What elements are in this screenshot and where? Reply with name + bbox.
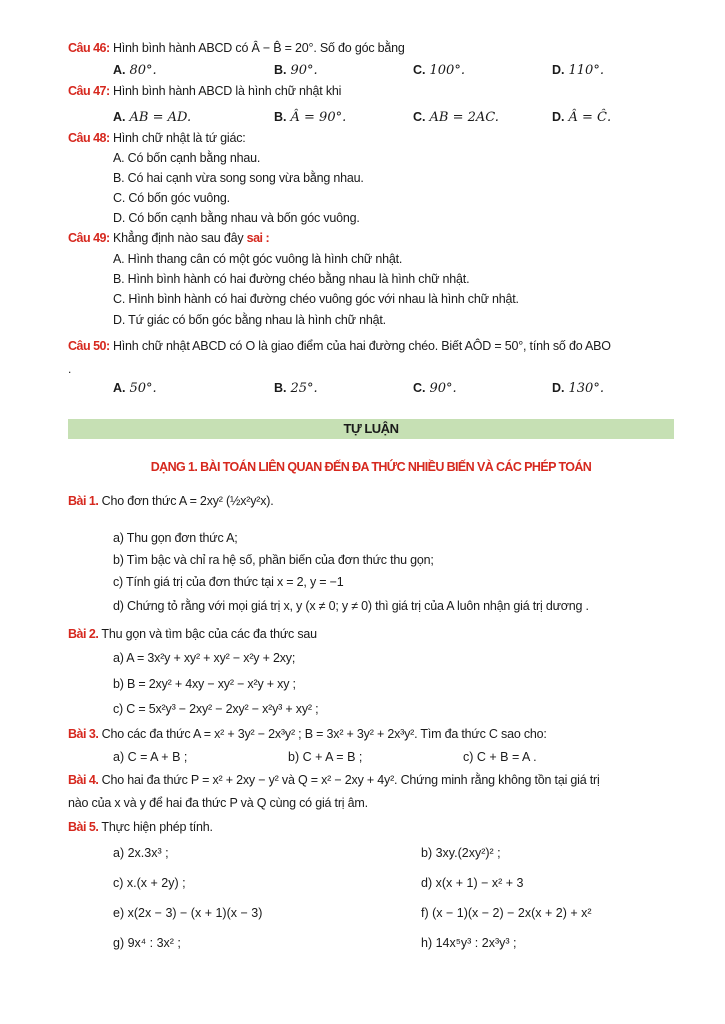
bai-3-item-a: a) C = A + B ; [113,750,188,764]
bai-text: Thu gọn và tìm bậc của các đa thức sau [101,627,317,641]
option-d: D. 110°. [552,63,604,78]
question-text: Hình chữ nhật là tứ giác: [112,131,246,145]
bai-5-item-d: d) x(x + 1) − x² + 3 [421,876,524,890]
dang-heading: DẠNG 1. BÀI TOÁN LIÊN QUAN ĐẾN ĐA THỨC NHIỀU BIẾN VÀ CÁC PHÉP TOÁN [150,460,592,474]
question-label: Câu 46: [68,41,110,55]
question-label: Câu 50: [68,339,110,353]
bai-2-item-c: c) C = 5x²y³ − 2xy² − 2xy² − x²y³ + xy² ; [113,702,319,716]
bai-1-item-a: a) Thu gọn đơn thức A; [113,531,238,545]
option-c: C. 100°. [413,63,465,78]
bai-label: Bài 2. [68,627,99,641]
question-text: Hình bình hành ABCD có Â − B̂ = 20°. Số đo góc bằng [112,41,405,55]
option-d: D. 130°. [552,381,604,396]
option-b: B. Có hai cạnh vừa song song vừa bằng nhau. [113,171,364,185]
option-c: C. Hình bình hành có hai đường chéo vuông góc với nhau là hình chữ nhật. [113,292,519,306]
option-b: B. 25°. [274,381,318,396]
option-d: D. Â = Ĉ. [552,110,612,125]
option-d: D. Có bốn cạnh bằng nhau và bốn góc vuông. [113,211,360,225]
bai-text: Cho các đa thức A = x² + 3y² − 2x³y² ; B = 3x² + 3y² + 2x³y². Tìm đa thức C sao cho: [101,727,547,741]
question-50 [68,339,611,353]
bai-label: Bài 1. [68,494,99,508]
bai-label: Bài 3. [68,727,99,741]
option-b: B. 90°. [274,63,318,78]
option-a: A. 50°. [113,381,157,396]
bai-label: Bài 5. [68,820,99,834]
section-title: TỰ LUẬN [343,421,399,436]
bai-5-item-e: e) x(2x − 3) − (x + 1)(x − 3) [113,906,263,920]
bai-3-item-c: c) C + B = A . [463,750,537,764]
bai-2-item-a: a) A = 3x²y + xy² + xy² − x²y + 2xy; [113,651,296,665]
option-b: B. Â = 90°. [274,110,347,125]
bai-label: Bài 4. [68,773,99,787]
option-a: A. 80°. [113,63,157,78]
option-d: D. Tứ giác có bốn góc bằng nhau là hình chữ nhật. [113,313,386,327]
option-c: C. AB = 2AC. [413,110,499,125]
bai-5-item-a: a) 2x.3x³ ; [113,846,169,860]
option-a: A. Có bốn cạnh bằng nhau. [113,151,261,165]
question-47 [68,84,341,98]
bai-5-item-g: g) 9x⁴ : 3x² ; [113,936,181,950]
bai-5-item-c: c) x.(x + 2y) ; [113,876,186,890]
bai-1-item-b: b) Tìm bậc và chỉ ra hệ số, phần biến của đơn thức thu gọn; [113,553,434,567]
bai-text: Cho đơn thức A = 2xy² (½x²y²x). [101,494,274,508]
question-text: Khẳng định nào sau đây [112,231,244,245]
bai-5-item-f: f) (x − 1)(x − 2) − 2x(x + 2) + x² [421,906,592,920]
bai-3 [68,727,547,741]
bai-1 [68,494,274,508]
bai-text: Cho hai đa thức P = x² + 2xy − y² và Q = x² − 2xy + 4y². Chứng minh rằng không tồn tại giá trị [101,773,600,787]
bai-4 [68,773,600,787]
trailing-dot: . [68,362,72,376]
option-c: C. Có bốn góc vuông. [113,191,230,205]
question-46 [68,41,405,55]
option-b: B. Hình bình hành có hai đường chéo bằng nhau là hình chữ nhật. [113,272,470,286]
bai-1-item-c: c) Tính giá trị của đơn thức tại x = 2, y = −1 [113,575,344,589]
question-text: Hình chữ nhật ABCD có O là giao điểm của hai đường chéo. Biết AÔD = 50°, tính số đo ABO [112,339,611,353]
bai-2-item-b: b) B = 2xy² + 4xy − xy² − x²y + xy ; [113,677,296,691]
question-49 [68,231,269,245]
option-a: A. AB = AD. [113,110,192,125]
option-a: A. Hình thang cân có một góc vuông là hình chữ nhật. [113,252,403,266]
bai-4-continuation: nào của x và y để hai đa thức P và Q cùng có giá trị âm. [68,796,368,810]
sai-keyword: sai : [246,231,270,245]
bai-5-item-b: b) 3xy.(2xy²)² ; [421,846,501,860]
question-label: Câu 48: [68,131,110,145]
question-label: Câu 47: [68,84,110,98]
question-label: Câu 49: [68,231,110,245]
bai-1-item-d: d) Chứng tỏ rằng với mọi giá trị x, y (x ≠ 0; y ≠ 0) thì giá trị của A luôn nhận giá trị dương . [113,599,589,613]
bai-5 [68,820,213,834]
bai-text: Thực hiện phép tính. [101,820,213,834]
bai-5-item-h: h) 14x⁵y³ : 2x³y³ ; [421,936,517,950]
question-text: Hình bình hành ABCD là hình chữ nhật khi [112,84,342,98]
option-c: C. 90°. [413,381,457,396]
bai-3-item-b: b) C + A = B ; [288,750,363,764]
question-48 [68,131,246,145]
section-band [68,419,674,439]
bai-2 [68,627,317,641]
